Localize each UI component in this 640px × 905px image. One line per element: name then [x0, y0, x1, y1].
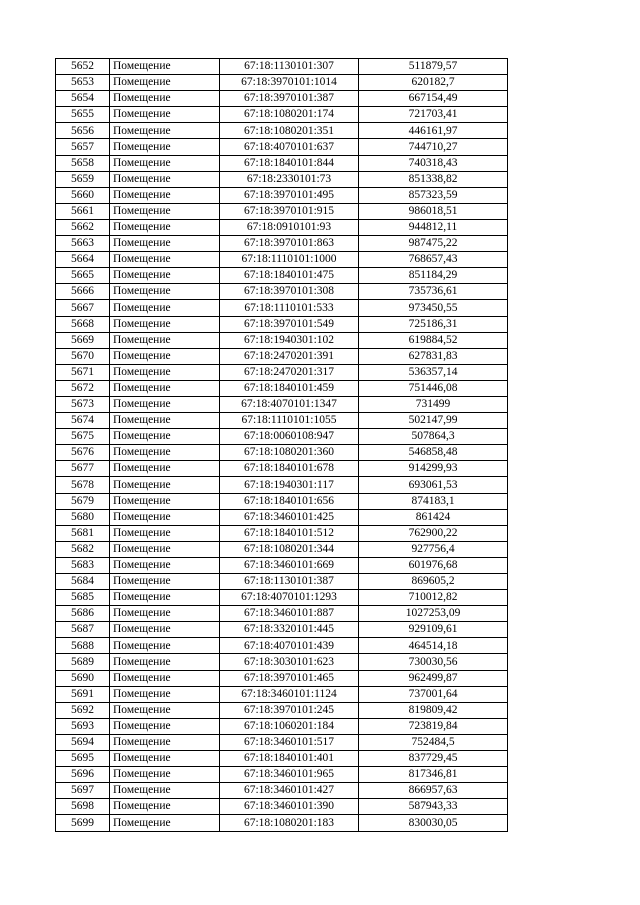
row-number-cell: 5669 [56, 332, 110, 348]
object-type-cell: Помещение [110, 445, 220, 461]
cadastral-number-cell: 67:18:3460101:517 [220, 734, 359, 750]
row-number-cell: 5674 [56, 413, 110, 429]
row-number-cell: 5678 [56, 477, 110, 493]
table-row [56, 718, 508, 734]
row-number-cell: 5684 [56, 574, 110, 590]
cadastral-number-cell: 67:18:1840101:459 [220, 380, 359, 396]
cadastral-number-cell: 67:18:3460101:390 [220, 799, 359, 815]
cadastral-number-cell: 67:18:3460101:669 [220, 557, 359, 573]
registry-table-body [56, 59, 508, 832]
object-type-cell: Помещение [110, 284, 220, 300]
object-type-cell: Помещение [110, 767, 220, 783]
row-number-cell: 5696 [56, 767, 110, 783]
object-type-cell: Помещение [110, 268, 220, 284]
row-number-cell: 5658 [56, 155, 110, 171]
cadastral-value-cell: 869605,2 [359, 574, 508, 590]
row-number-cell: 5664 [56, 252, 110, 268]
object-type-cell: Помещение [110, 670, 220, 686]
table-row [56, 525, 508, 541]
cadastral-number-cell: 67:18:4070101:1347 [220, 396, 359, 412]
cadastral-value-cell: 874183,1 [359, 493, 508, 509]
cadastral-value-cell: 851184,29 [359, 268, 508, 284]
table-row [56, 284, 508, 300]
row-number-cell: 5671 [56, 364, 110, 380]
table-row [56, 171, 508, 187]
row-number-cell: 5687 [56, 622, 110, 638]
cadastral-number-cell: 67:18:3970101:387 [220, 91, 359, 107]
row-number-cell: 5667 [56, 300, 110, 316]
table-row [56, 767, 508, 783]
object-type-cell: Помещение [110, 541, 220, 557]
row-number-cell: 5694 [56, 734, 110, 750]
cadastral-number-cell: 67:18:4070101:439 [220, 638, 359, 654]
cadastral-value-cell: 536357,14 [359, 364, 508, 380]
registry-table [55, 58, 508, 832]
object-type-cell: Помещение [110, 606, 220, 622]
cadastral-value-cell: 507864,3 [359, 429, 508, 445]
cadastral-value-cell: 587943,33 [359, 799, 508, 815]
cadastral-value-cell: 735736,61 [359, 284, 508, 300]
row-number-cell: 5698 [56, 799, 110, 815]
object-type-cell: Помещение [110, 236, 220, 252]
cadastral-number-cell: 67:18:1080201:183 [220, 815, 359, 831]
object-type-cell: Помещение [110, 139, 220, 155]
object-type-cell: Помещение [110, 107, 220, 123]
object-type-cell: Помещение [110, 316, 220, 332]
object-type-cell: Помещение [110, 574, 220, 590]
object-type-cell: Помещение [110, 509, 220, 525]
table-row [56, 622, 508, 638]
object-type-cell: Помещение [110, 171, 220, 187]
object-type-cell: Помещение [110, 91, 220, 107]
object-type-cell: Помещение [110, 525, 220, 541]
object-type-cell: Помещение [110, 718, 220, 734]
cadastral-value-cell: 601976,68 [359, 557, 508, 573]
cadastral-number-cell: 67:18:4070101:637 [220, 139, 359, 155]
row-number-cell: 5657 [56, 139, 110, 155]
table-row [56, 155, 508, 171]
cadastral-number-cell: 67:18:3030101:623 [220, 654, 359, 670]
cadastral-number-cell: 67:18:1840101:678 [220, 461, 359, 477]
table-row [56, 300, 508, 316]
row-number-cell: 5656 [56, 123, 110, 139]
row-number-cell: 5659 [56, 171, 110, 187]
cadastral-number-cell: 67:18:3970101:465 [220, 670, 359, 686]
cadastral-number-cell: 67:18:1080201:174 [220, 107, 359, 123]
object-type-cell: Помещение [110, 461, 220, 477]
object-type-cell: Помещение [110, 300, 220, 316]
cadastral-value-cell: 620182,7 [359, 75, 508, 91]
cadastral-number-cell: 67:18:2330101:73 [220, 171, 359, 187]
object-type-cell: Помещение [110, 123, 220, 139]
row-number-cell: 5680 [56, 509, 110, 525]
cadastral-number-cell: 67:18:1080201:351 [220, 123, 359, 139]
cadastral-value-cell: 511879,57 [359, 59, 508, 75]
table-row [56, 380, 508, 396]
row-number-cell: 5691 [56, 686, 110, 702]
cadastral-number-cell: 67:18:1940301:102 [220, 332, 359, 348]
object-type-cell: Помещение [110, 348, 220, 364]
cadastral-number-cell: 67:18:3460101:427 [220, 783, 359, 799]
row-number-cell: 5666 [56, 284, 110, 300]
object-type-cell: Помещение [110, 702, 220, 718]
cadastral-value-cell: 464514,18 [359, 638, 508, 654]
table-row [56, 396, 508, 412]
table-row [56, 107, 508, 123]
row-number-cell: 5681 [56, 525, 110, 541]
row-number-cell: 5673 [56, 396, 110, 412]
table-row [56, 364, 508, 380]
table-row [56, 654, 508, 670]
object-type-cell: Помещение [110, 493, 220, 509]
cadastral-number-cell: 67:18:1110101:1055 [220, 413, 359, 429]
object-type-cell: Помещение [110, 654, 220, 670]
cadastral-value-cell: 962499,87 [359, 670, 508, 686]
object-type-cell: Помещение [110, 203, 220, 219]
table-row [56, 413, 508, 429]
table-row [56, 461, 508, 477]
cadastral-number-cell: 67:18:3970101:308 [220, 284, 359, 300]
cadastral-number-cell: 67:18:3970101:915 [220, 203, 359, 219]
table-row [56, 203, 508, 219]
table-row [56, 751, 508, 767]
table-row [56, 219, 508, 235]
table-row [56, 187, 508, 203]
row-number-cell: 5685 [56, 590, 110, 606]
cadastral-number-cell: 67:18:1060201:184 [220, 718, 359, 734]
table-row [56, 541, 508, 557]
cadastral-value-cell: 857323,59 [359, 187, 508, 203]
cadastral-value-cell: 446161,97 [359, 123, 508, 139]
row-number-cell: 5660 [56, 187, 110, 203]
row-number-cell: 5677 [56, 461, 110, 477]
cadastral-number-cell: 67:18:1940301:117 [220, 477, 359, 493]
table-row [56, 252, 508, 268]
table-row [56, 670, 508, 686]
cadastral-value-cell: 973450,55 [359, 300, 508, 316]
cadastral-value-cell: 768657,43 [359, 252, 508, 268]
table-row [56, 477, 508, 493]
row-number-cell: 5653 [56, 75, 110, 91]
cadastral-value-cell: 751446,08 [359, 380, 508, 396]
table-row [56, 236, 508, 252]
table-row [56, 332, 508, 348]
row-number-cell: 5682 [56, 541, 110, 557]
cadastral-number-cell: 67:18:3460101:965 [220, 767, 359, 783]
row-number-cell: 5697 [56, 783, 110, 799]
cadastral-value-cell: 740318,43 [359, 155, 508, 171]
object-type-cell: Помещение [110, 364, 220, 380]
cadastral-value-cell: 721703,41 [359, 107, 508, 123]
table-row [56, 493, 508, 509]
row-number-cell: 5699 [56, 815, 110, 831]
cadastral-value-cell: 929109,61 [359, 622, 508, 638]
cadastral-value-cell: 619884,52 [359, 332, 508, 348]
row-number-cell: 5662 [56, 219, 110, 235]
row-number-cell: 5668 [56, 316, 110, 332]
object-type-cell: Помещение [110, 396, 220, 412]
cadastral-value-cell: 693061,53 [359, 477, 508, 493]
cadastral-value-cell: 987475,22 [359, 236, 508, 252]
object-type-cell: Помещение [110, 155, 220, 171]
cadastral-value-cell: 762900,22 [359, 525, 508, 541]
cadastral-value-cell: 837729,45 [359, 751, 508, 767]
cadastral-value-cell: 819809,42 [359, 702, 508, 718]
table-row [56, 123, 508, 139]
table-row [56, 638, 508, 654]
cadastral-value-cell: 723819,84 [359, 718, 508, 734]
table-row [56, 574, 508, 590]
object-type-cell: Помещение [110, 751, 220, 767]
table-row [56, 557, 508, 573]
object-type-cell: Помещение [110, 622, 220, 638]
cadastral-value-cell: 744710,27 [359, 139, 508, 155]
row-number-cell: 5663 [56, 236, 110, 252]
cadastral-number-cell: 67:18:3970101:863 [220, 236, 359, 252]
cadastral-value-cell: 1027253,09 [359, 606, 508, 622]
cadastral-value-cell: 730030,56 [359, 654, 508, 670]
row-number-cell: 5665 [56, 268, 110, 284]
object-type-cell: Помещение [110, 799, 220, 815]
object-type-cell: Помещение [110, 557, 220, 573]
table-row [56, 686, 508, 702]
cadastral-number-cell: 67:18:0910101:93 [220, 219, 359, 235]
cadastral-number-cell: 67:18:3970101:549 [220, 316, 359, 332]
cadastral-value-cell: 725186,31 [359, 316, 508, 332]
table-row [56, 348, 508, 364]
cadastral-number-cell: 67:18:2470201:391 [220, 348, 359, 364]
object-type-cell: Помещение [110, 590, 220, 606]
row-number-cell: 5689 [56, 654, 110, 670]
row-number-cell: 5672 [56, 380, 110, 396]
cadastral-value-cell: 861424 [359, 509, 508, 525]
table-row [56, 606, 508, 622]
cadastral-number-cell: 67:18:3460101:887 [220, 606, 359, 622]
cadastral-value-cell: 627831,83 [359, 348, 508, 364]
cadastral-value-cell: 546858,48 [359, 445, 508, 461]
object-type-cell: Помещение [110, 783, 220, 799]
cadastral-number-cell: 67:18:1080201:344 [220, 541, 359, 557]
row-number-cell: 5688 [56, 638, 110, 654]
object-type-cell: Помещение [110, 332, 220, 348]
object-type-cell: Помещение [110, 413, 220, 429]
table-row [56, 445, 508, 461]
cadastral-value-cell: 667154,49 [359, 91, 508, 107]
cadastral-number-cell: 67:18:1840101:401 [220, 751, 359, 767]
cadastral-number-cell: 67:18:1840101:475 [220, 268, 359, 284]
table-row [56, 316, 508, 332]
table-row [56, 91, 508, 107]
row-number-cell: 5676 [56, 445, 110, 461]
row-number-cell: 5686 [56, 606, 110, 622]
cadastral-number-cell: 67:18:3460101:425 [220, 509, 359, 525]
cadastral-number-cell: 67:18:3320101:445 [220, 622, 359, 638]
cadastral-value-cell: 927756,4 [359, 541, 508, 557]
cadastral-number-cell: 67:18:3970101:495 [220, 187, 359, 203]
table-row [56, 59, 508, 75]
table-row [56, 75, 508, 91]
cadastral-number-cell: 67:18:1840101:656 [220, 493, 359, 509]
row-number-cell: 5670 [56, 348, 110, 364]
table-row [56, 268, 508, 284]
object-type-cell: Помещение [110, 59, 220, 75]
cadastral-value-cell: 866957,63 [359, 783, 508, 799]
cadastral-value-cell: 752484,5 [359, 734, 508, 750]
row-number-cell: 5654 [56, 91, 110, 107]
row-number-cell: 5693 [56, 718, 110, 734]
cadastral-number-cell: 67:18:4070101:1293 [220, 590, 359, 606]
cadastral-number-cell: 67:18:1840101:512 [220, 525, 359, 541]
table-row [56, 783, 508, 799]
row-number-cell: 5683 [56, 557, 110, 573]
cadastral-value-cell: 986018,51 [359, 203, 508, 219]
table-row [56, 702, 508, 718]
cadastral-number-cell: 67:18:3460101:1124 [220, 686, 359, 702]
cadastral-value-cell: 817346,81 [359, 767, 508, 783]
row-number-cell: 5695 [56, 751, 110, 767]
object-type-cell: Помещение [110, 187, 220, 203]
row-number-cell: 5690 [56, 670, 110, 686]
object-type-cell: Помещение [110, 380, 220, 396]
object-type-cell: Помещение [110, 815, 220, 831]
cadastral-number-cell: 67:18:1110101:533 [220, 300, 359, 316]
object-type-cell: Помещение [110, 734, 220, 750]
object-type-cell: Помещение [110, 477, 220, 493]
cadastral-number-cell: 67:18:1080201:360 [220, 445, 359, 461]
cadastral-value-cell: 731499 [359, 396, 508, 412]
cadastral-number-cell: 67:18:1130101:387 [220, 574, 359, 590]
cadastral-number-cell: 67:18:2470201:317 [220, 364, 359, 380]
table-row [56, 815, 508, 831]
cadastral-number-cell: 67:18:1840101:844 [220, 155, 359, 171]
cadastral-value-cell: 830030,05 [359, 815, 508, 831]
object-type-cell: Помещение [110, 686, 220, 702]
row-number-cell: 5692 [56, 702, 110, 718]
cadastral-number-cell: 67:18:3970101:245 [220, 702, 359, 718]
object-type-cell: Помещение [110, 252, 220, 268]
cadastral-value-cell: 944812,11 [359, 219, 508, 235]
table-row [56, 139, 508, 155]
row-number-cell: 5675 [56, 429, 110, 445]
object-type-cell: Помещение [110, 219, 220, 235]
object-type-cell: Помещение [110, 429, 220, 445]
row-number-cell: 5679 [56, 493, 110, 509]
cadastral-value-cell: 914299,93 [359, 461, 508, 477]
cadastral-value-cell: 502147,99 [359, 413, 508, 429]
cadastral-number-cell: 67:18:3970101:1014 [220, 75, 359, 91]
table-row [56, 734, 508, 750]
cadastral-number-cell: 67:18:1130101:307 [220, 59, 359, 75]
cadastral-value-cell: 737001,64 [359, 686, 508, 702]
object-type-cell: Помещение [110, 638, 220, 654]
table-row [56, 590, 508, 606]
cadastral-number-cell: 67:18:1110101:1000 [220, 252, 359, 268]
cadastral-value-cell: 851338,82 [359, 171, 508, 187]
row-number-cell: 5661 [56, 203, 110, 219]
row-number-cell: 5652 [56, 59, 110, 75]
cadastral-number-cell: 67:18:0060108:947 [220, 429, 359, 445]
object-type-cell: Помещение [110, 75, 220, 91]
row-number-cell: 5655 [56, 107, 110, 123]
table-row [56, 429, 508, 445]
cadastral-value-cell: 710012,82 [359, 590, 508, 606]
table-row [56, 509, 508, 525]
table-row [56, 799, 508, 815]
